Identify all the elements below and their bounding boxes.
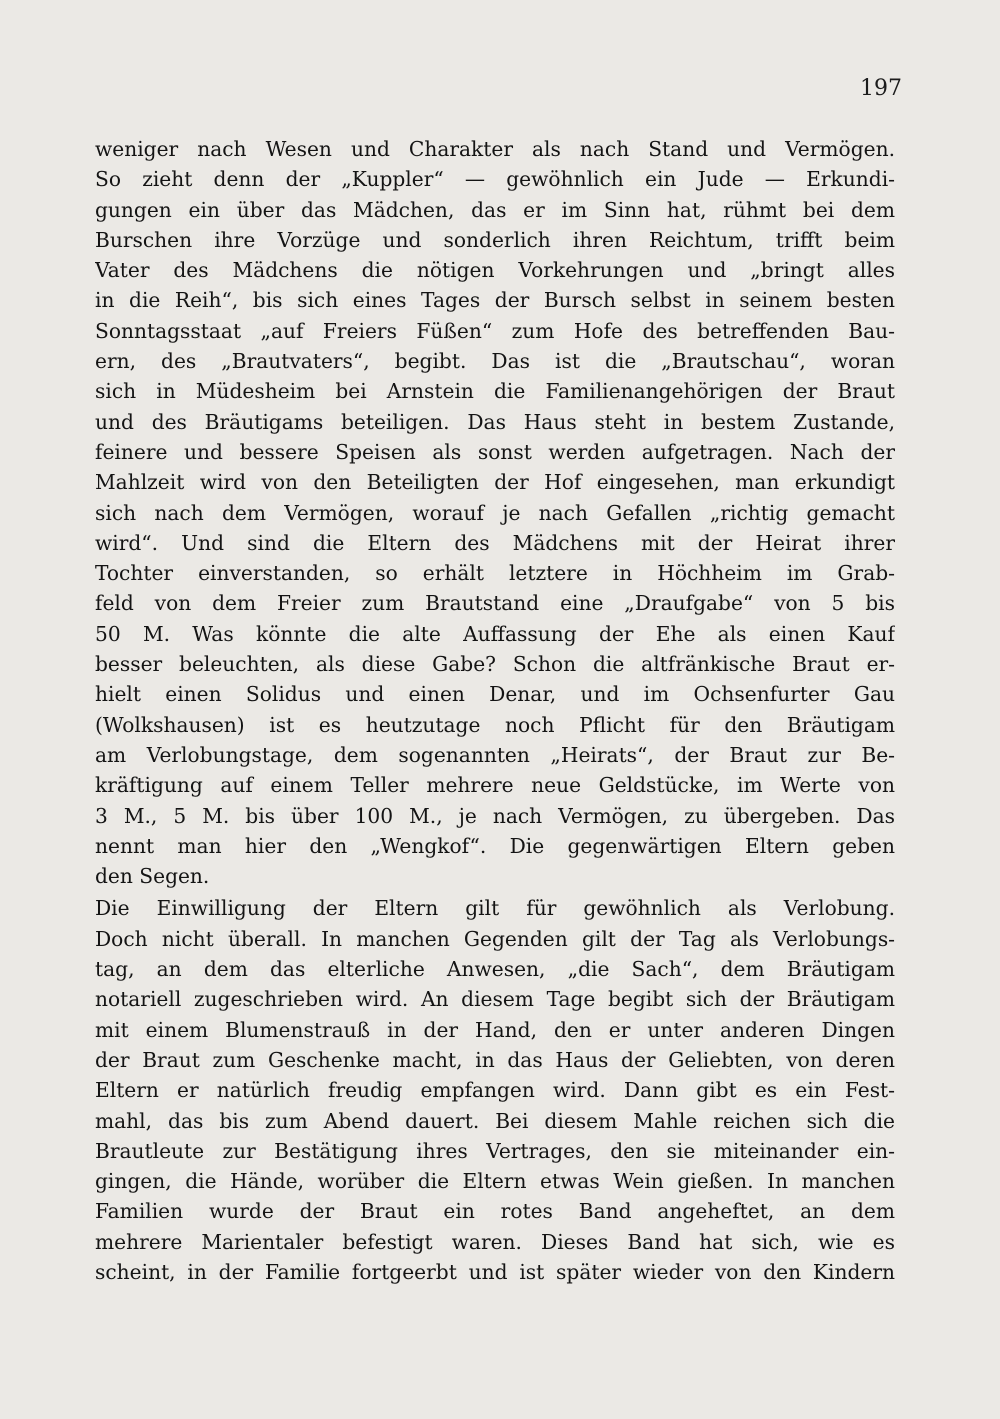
text-line: und des Bräutigams beteiligen. Das Haus steht in bestem Zustande, xyxy=(95,409,895,434)
text-line: ern, des „Brautvaters“, begibt. Das ist die „Brautschau“, woran xyxy=(95,349,895,374)
text-line: nennt man hier den „Wengkof“. Die gegenwärtigen Eltern geben xyxy=(95,833,895,858)
text-line: kräftigung auf einem Teller mehrere neue Geldstücke, im Werte von xyxy=(95,773,895,798)
text-line: am Verlobungstage, dem sogenannten „Heirats“, der Braut zur Be- xyxy=(95,742,895,767)
text-line: Die Einwilligung der Eltern gilt für gewöhnlich als Verlobung. xyxy=(95,896,895,921)
text-line: notariell zugeschrieben wird. An diesem Tage begibt sich der Bräutigam xyxy=(95,987,895,1012)
text-line: Mahlzeit wird von den Beteiligten der Hof eingesehen, man erkundigt xyxy=(95,470,895,495)
text-line: Brautleute zur Bestätigung ihres Vertrages, den sie miteinander ein- xyxy=(95,1138,895,1163)
text-line: mahl, das bis zum Abend dauert. Bei diesem Mahle reichen sich die xyxy=(95,1108,895,1133)
paragraph xyxy=(95,134,895,891)
text-line: gungen ein über das Mädchen, das er im Sinn hat, rühmt bei dem xyxy=(95,197,895,222)
text-line: feinere und bessere Speisen als sonst werden aufgetragen. Nach der xyxy=(95,439,895,464)
text-line: Eltern er natürlich freudig empfangen wird. Dann gibt es ein Fest- xyxy=(95,1078,895,1103)
text-line: Familien wurde der Braut ein rotes Band angeheftet, an dem xyxy=(95,1199,895,1224)
page-number: 197 xyxy=(860,76,902,101)
text-line: wird“. Und sind die Eltern des Mädchens mit der Heirat ihrer xyxy=(95,530,895,555)
text-line: tag, an dem das elterliche Anwesen, „die Sach“, dem Bräutigam xyxy=(95,957,895,982)
text-line: scheint, in der Familie fortgeerbt und ist später wieder von den Kindern xyxy=(95,1259,895,1284)
text-line: mit einem Blumenstrauß in der Hand, den er unter anderen Dingen xyxy=(95,1017,895,1042)
text-line: Burschen ihre Vorzüge und sonderlich ihren Reichtum, trifft beim xyxy=(95,227,895,252)
text-line: feld von dem Freier zum Brautstand eine „Draufgabe“ von 5 bis xyxy=(95,591,895,616)
body-text xyxy=(95,134,895,1287)
text-line: Doch nicht überall. In manchen Gegenden gilt der Tag als Verlobungs- xyxy=(95,926,895,951)
text-line: 50 M. Was könnte die alte Auffassung der Ehe als einen Kauf xyxy=(95,621,895,646)
text-line: besser beleuchten, als diese Gabe? Schon die altfränkische Braut er- xyxy=(95,652,895,677)
text-line: (Wolkshausen) ist es heutzutage noch Pflicht für den Bräutigam xyxy=(95,712,895,737)
text-line: Vater des Mädchens die nötigen Vorkehrungen und „bringt alles xyxy=(95,258,895,283)
text-line: 3 M., 5 M. bis über 100 M., je nach Vermögen, zu übergeben. Das xyxy=(95,803,895,828)
text-line: mehrere Marientaler befestigt waren. Dieses Band hat sich, wie es xyxy=(95,1229,895,1254)
text-line: sich nach dem Vermögen, worauf je nach Gefallen „richtig gemacht xyxy=(95,500,895,525)
text-line: Sonntagsstaat „auf Freiers Füßen“ zum Hofe des betreffenden Bau- xyxy=(95,318,895,343)
text-line: sich in Müdesheim bei Arnstein die Familienangehörigen der Braut xyxy=(95,379,895,404)
text-line: in die Reih“, bis sich eines Tages der Bursch selbst in seinem besten xyxy=(95,288,895,313)
text-line: der Braut zum Geschenke macht, in das Haus der Geliebten, von deren xyxy=(95,1047,895,1072)
text-line: den Segen. xyxy=(95,864,210,889)
text-line: So zieht denn der „Kuppler“ — gewöhnlich ein Jude — Erkundi- xyxy=(95,167,895,192)
text-line: hielt einen Solidus und einen Denar, und im Ochsenfurter Gau xyxy=(95,682,895,707)
text-line: Tochter einverstanden, so erhält letztere in Höchheim im Grab- xyxy=(95,561,895,586)
text-line: gingen, die Hände, worüber die Eltern etwas Wein gießen. In manchen xyxy=(95,1169,895,1194)
text-line: weniger nach Wesen und Charakter als nach Stand und Vermögen. xyxy=(95,137,895,161)
paragraph xyxy=(95,893,895,1287)
